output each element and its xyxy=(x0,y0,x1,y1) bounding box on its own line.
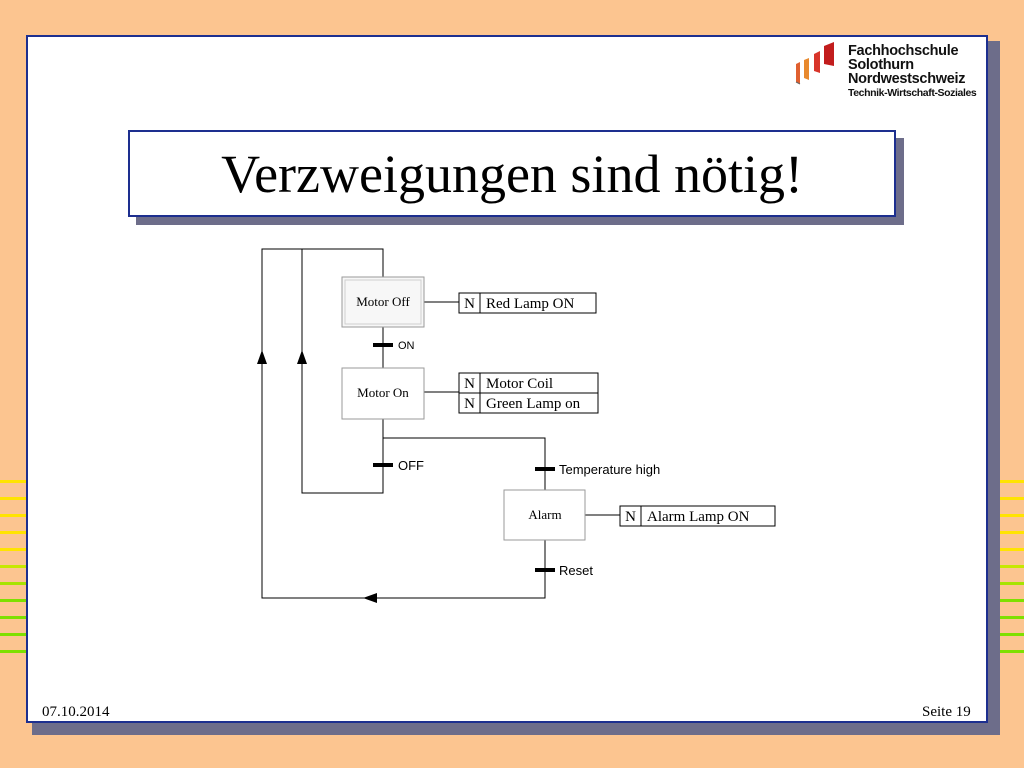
arrow-up-inner-icon xyxy=(297,350,307,364)
state-label-alarm: Alarm xyxy=(528,507,562,522)
transition-label-off: OFF xyxy=(398,458,424,473)
action-text: Red Lamp ON xyxy=(486,296,575,312)
transition-label-reset: Reset xyxy=(559,563,593,578)
logo-line-3: Nordwestschweiz xyxy=(848,71,966,87)
arrow-up-outer-icon xyxy=(257,350,267,364)
state-motor-off xyxy=(342,277,424,327)
branch-to-alarm-line xyxy=(383,419,545,490)
transition-bar-temperature xyxy=(535,467,555,471)
page-title: Verzweigungen sind nötig! xyxy=(221,143,803,204)
state-alarm xyxy=(504,490,585,540)
transition-label-on: ON xyxy=(398,340,415,352)
transition-bar-on xyxy=(373,343,393,347)
footer-page-number: Seite 19 xyxy=(922,704,971,720)
logo-line-4: Technik-Wirtschaft-Soziales xyxy=(848,87,977,99)
action-qualifier: N xyxy=(464,396,475,412)
action-text: Motor Coil xyxy=(486,376,554,392)
logo-line-1: Fachhochschule xyxy=(848,43,959,59)
action-qualifier: N xyxy=(464,296,475,312)
action-text: Green Lamp on xyxy=(486,396,581,412)
logo-line-2: Solothurn xyxy=(848,57,914,73)
arrow-left-icon xyxy=(363,593,377,603)
action-qualifier: N xyxy=(464,376,475,392)
transition-label-temperature: Temperature high xyxy=(559,462,661,477)
transition-bar-off xyxy=(373,463,393,467)
transition-bar-reset xyxy=(535,568,555,572)
action-qualifier: N xyxy=(625,509,636,525)
state-label-motor-on: Motor On xyxy=(357,385,409,400)
state-motor-on xyxy=(342,368,424,419)
state-label-motor-off: Motor Off xyxy=(356,294,410,309)
action-text: Alarm Lamp ON xyxy=(647,509,750,525)
footer-date: 07.10.2014 xyxy=(42,704,110,720)
